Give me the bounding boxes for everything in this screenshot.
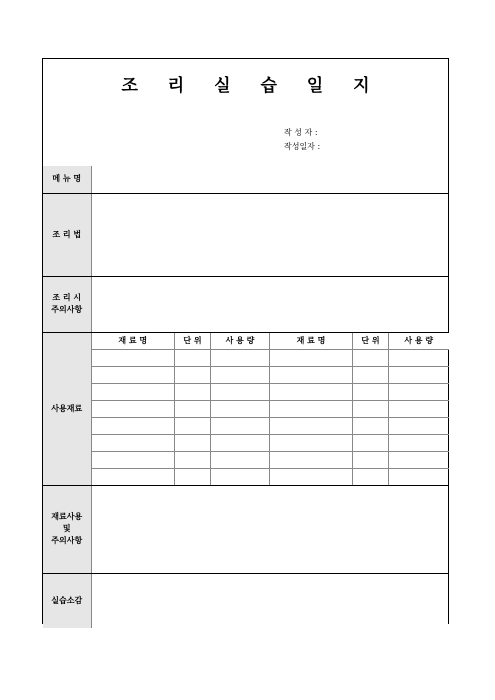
header-unit-2: 단 위	[353, 333, 389, 350]
materials-cell	[91, 332, 448, 485]
form-title: 조 리 실 습 일 지	[121, 76, 382, 96]
unit-cell[interactable]	[175, 434, 211, 451]
menu-field[interactable]	[91, 166, 448, 193]
amount-cell[interactable]	[389, 468, 449, 485]
materials-header-row	[92, 333, 449, 350]
unit-cell[interactable]	[175, 383, 211, 400]
material-name-cell[interactable]	[92, 468, 175, 485]
usage-label-line1: 재료사용	[51, 512, 83, 521]
caution-field[interactable]	[91, 276, 448, 332]
material-name-cell[interactable]	[270, 349, 353, 366]
unit-cell[interactable]	[353, 383, 389, 400]
unit-cell[interactable]	[353, 349, 389, 366]
amount-cell[interactable]	[211, 468, 270, 485]
materials-label: 사용재료	[43, 332, 91, 485]
unit-cell[interactable]	[175, 400, 211, 417]
date-field[interactable]	[284, 141, 320, 152]
amount-cell[interactable]	[389, 400, 449, 417]
unit-cell[interactable]	[353, 366, 389, 383]
amount-cell[interactable]	[389, 451, 449, 468]
unit-cell[interactable]	[353, 451, 389, 468]
header-material-name-2: 재 료 명	[270, 333, 353, 350]
table-row	[92, 434, 449, 451]
amount-cell[interactable]	[211, 400, 270, 417]
header-material-name-1: 재 료 명	[92, 333, 175, 350]
unit-cell[interactable]	[175, 366, 211, 383]
table-row	[92, 417, 449, 434]
header-unit-1: 단 위	[175, 333, 211, 350]
table-row	[92, 366, 449, 383]
unit-cell[interactable]	[175, 451, 211, 468]
header-amount-1: 사 용 량	[211, 333, 270, 350]
unit-cell[interactable]	[175, 468, 211, 485]
material-name-cell[interactable]	[92, 434, 175, 451]
unit-cell[interactable]	[353, 468, 389, 485]
amount-cell[interactable]	[389, 349, 449, 366]
caution-label-line1: 조 리 시	[52, 293, 82, 302]
usage-label	[43, 485, 91, 573]
amount-cell[interactable]	[389, 366, 449, 383]
material-name-cell[interactable]	[92, 400, 175, 417]
amount-cell[interactable]	[389, 383, 449, 400]
material-name-cell[interactable]	[92, 417, 175, 434]
table-row	[92, 349, 449, 366]
material-name-cell[interactable]	[92, 383, 175, 400]
material-name-cell[interactable]	[92, 451, 175, 468]
recipe-field[interactable]	[91, 193, 448, 276]
unit-cell[interactable]	[353, 400, 389, 417]
amount-cell[interactable]	[211, 383, 270, 400]
review-label: 실습소감	[43, 573, 91, 628]
table-row	[92, 451, 449, 468]
material-name-cell[interactable]	[92, 349, 175, 366]
form-header	[43, 59, 448, 167]
material-name-cell[interactable]	[92, 366, 175, 383]
table-row	[92, 400, 449, 417]
author-field[interactable]	[284, 127, 318, 138]
amount-cell[interactable]	[211, 417, 270, 434]
amount-cell[interactable]	[211, 451, 270, 468]
material-name-cell[interactable]	[270, 400, 353, 417]
amount-cell[interactable]	[211, 366, 270, 383]
table-row	[92, 468, 449, 485]
material-name-cell[interactable]	[270, 366, 353, 383]
recipe-label: 조 리 법	[43, 193, 91, 276]
material-name-cell[interactable]	[270, 383, 353, 400]
amount-cell[interactable]	[211, 434, 270, 451]
cooking-practice-log-form	[42, 58, 449, 624]
usage-label-line3: 주의사항	[51, 536, 83, 545]
author-label: 작 성 자 :	[284, 128, 318, 137]
unit-cell[interactable]	[175, 349, 211, 366]
caution-label	[43, 276, 91, 332]
material-name-cell[interactable]	[270, 417, 353, 434]
menu-label: 메 뉴 명	[43, 166, 91, 193]
unit-cell[interactable]	[175, 417, 211, 434]
unit-cell[interactable]	[353, 434, 389, 451]
unit-cell[interactable]	[353, 417, 389, 434]
material-name-cell[interactable]	[270, 434, 353, 451]
amount-cell[interactable]	[211, 349, 270, 366]
table-row	[92, 383, 449, 400]
header-amount-2: 사 용 량	[389, 333, 449, 350]
material-name-cell[interactable]	[270, 468, 353, 485]
amount-cell[interactable]	[389, 417, 449, 434]
usage-field[interactable]	[91, 485, 448, 573]
amount-cell[interactable]	[389, 434, 449, 451]
date-label: 작성일자 :	[284, 142, 321, 151]
materials-table	[92, 333, 449, 485]
usage-label-line2: 및	[62, 524, 71, 533]
caution-label-line2: 주의사항	[51, 305, 83, 314]
material-name-cell[interactable]	[270, 451, 353, 468]
review-field[interactable]	[91, 573, 448, 628]
log-table	[43, 166, 448, 628]
